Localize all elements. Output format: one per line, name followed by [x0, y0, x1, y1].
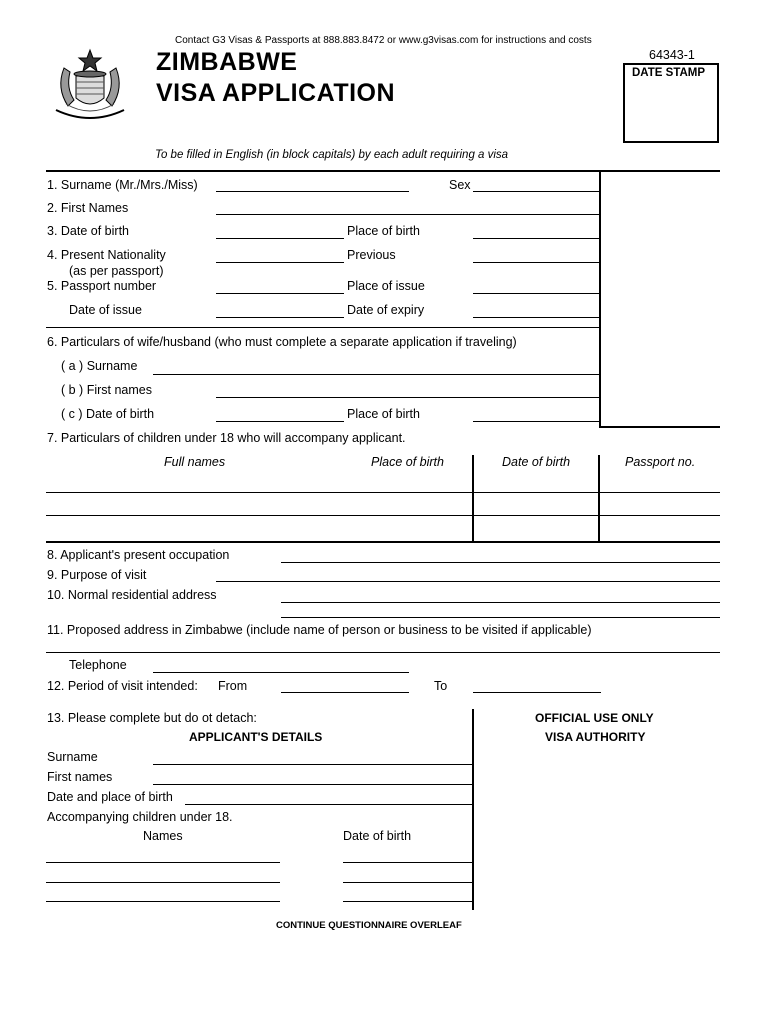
surname-field[interactable]	[216, 191, 409, 206]
col-passport-no: Passport no.	[625, 455, 696, 469]
date-of-issue-field[interactable]	[216, 317, 344, 332]
detach-divider	[472, 709, 474, 910]
q8-label: 8. Applicant's present occupation	[47, 548, 230, 562]
place-of-birth-field[interactable]	[473, 238, 599, 253]
child-name-field-1[interactable]	[46, 862, 280, 877]
from-date-field[interactable]	[281, 692, 409, 707]
q12-label: 12. Period of visit intended:	[47, 679, 198, 693]
q4-sub-label: (as per passport)	[69, 264, 164, 278]
passport-number-field[interactable]	[216, 293, 344, 308]
to-date-field[interactable]	[473, 692, 601, 707]
date-of-expiry-field[interactable]	[473, 317, 599, 332]
child-name-field-2[interactable]	[46, 882, 280, 897]
q13-label: 13. Please complete but do ot detach:	[47, 711, 257, 725]
top-border	[46, 170, 720, 172]
title-zimbabwe: ZIMBABWE	[156, 48, 298, 76]
previous-nationality-field[interactable]	[473, 262, 599, 277]
child-dob-field-2[interactable]	[343, 882, 472, 897]
spouse-surname-label: ( a ) Surname	[61, 359, 138, 373]
sex-field[interactable]	[473, 191, 599, 206]
coat-of-arms-emblem	[46, 48, 134, 126]
residential-address-field-1[interactable]	[281, 602, 720, 617]
title-visa-application: VISA APPLICATION	[156, 79, 396, 107]
child-dob-field-3[interactable]	[343, 901, 472, 916]
detach-dob-label: Date and place of birth	[47, 790, 173, 804]
contact-line: Contact G3 Visas & Passports at 888.883.8472 or www.g3visas.com for instructions and costs	[175, 35, 592, 46]
col-place-of-birth: Place of birth	[371, 455, 444, 469]
spouse-dob-label: ( c ) Date of birth	[61, 407, 155, 421]
date-of-issue-label: Date of issue	[69, 303, 142, 317]
applicant-details-heading: APPLICANT'S DETAILS	[189, 730, 323, 744]
q6-label: 6. Particulars of wife/husband (who must complete a separate application if traveling)	[47, 335, 517, 349]
children-bottom-border	[46, 541, 720, 543]
dob-column-label: Date of birth	[343, 829, 412, 843]
detach-surname-label: Surname	[47, 750, 98, 764]
place-of-issue-label: Place of issue	[347, 279, 425, 293]
occupation-field[interactable]	[281, 562, 720, 577]
spouse-first-names-label: ( b ) First names	[61, 383, 152, 397]
from-label: From	[218, 679, 248, 693]
q5-label: 5. Passport number	[47, 279, 157, 293]
to-label: To	[434, 679, 448, 693]
place-of-issue-field[interactable]	[473, 293, 599, 308]
q7-label: 7. Particulars of children under 18 who will accompany applicant.	[47, 431, 406, 445]
q3-label: 3. Date of birth	[47, 224, 129, 238]
child-name-field-3[interactable]	[46, 901, 280, 916]
official-use-heading: OFFICIAL USE ONLY	[535, 711, 654, 725]
detach-first-names-field[interactable]	[153, 784, 472, 799]
section-divider	[46, 327, 599, 328]
child-row-1[interactable]	[46, 492, 720, 507]
child-dob-field-1[interactable]	[343, 862, 472, 877]
child-row-2[interactable]	[46, 515, 720, 530]
place-of-birth-label: Place of birth	[347, 224, 420, 238]
right-column-divider	[599, 170, 601, 428]
q10-label: 10. Normal residential address	[47, 588, 217, 602]
accompanying-label: Accompanying children under 18.	[47, 810, 233, 824]
continue-overleaf: CONTINUE QUESTIONNAIRE OVERLEAF	[276, 920, 462, 931]
spouse-place-of-birth-label: Place of birth	[347, 407, 420, 421]
col-date-of-birth: Date of birth	[502, 455, 571, 469]
visa-authority-heading: VISA AUTHORITY	[545, 730, 646, 744]
spouse-surname-field[interactable]	[153, 374, 599, 389]
previous-label: Previous	[347, 248, 396, 262]
date-of-birth-field[interactable]	[216, 238, 344, 253]
names-column-label: Names	[143, 829, 183, 843]
telephone-label: Telephone	[69, 658, 127, 672]
nationality-field[interactable]	[216, 262, 344, 277]
q1-label: 1. Surname (Mr./Mrs./Miss)	[47, 178, 198, 192]
detach-first-names-label: First names	[47, 770, 113, 784]
sex-label: Sex	[449, 178, 471, 192]
form-number: 64343-1	[649, 48, 695, 62]
q9-label: 9. Purpose of visit	[47, 568, 147, 582]
date-stamp-label: DATE STAMP	[632, 67, 706, 79]
q4-label: 4. Present Nationality	[47, 248, 166, 262]
q11-label: 11. Proposed address in Zimbabwe (include name of person or business to be visited if applicable)	[47, 623, 592, 637]
q2-label: 2. First Names	[47, 201, 129, 215]
spouse-place-of-birth-field[interactable]	[473, 421, 599, 436]
col-full-names: Full names	[164, 455, 226, 469]
right-block-bottom	[599, 426, 720, 428]
detach-surname-field[interactable]	[153, 764, 472, 779]
purpose-field[interactable]	[216, 581, 720, 596]
date-of-expiry-label: Date of expiry	[347, 303, 425, 317]
zimbabwe-address-field[interactable]	[46, 652, 720, 667]
instruction-text: To be filled in English (in block capitals) by each adult requiring a visa	[155, 149, 509, 161]
